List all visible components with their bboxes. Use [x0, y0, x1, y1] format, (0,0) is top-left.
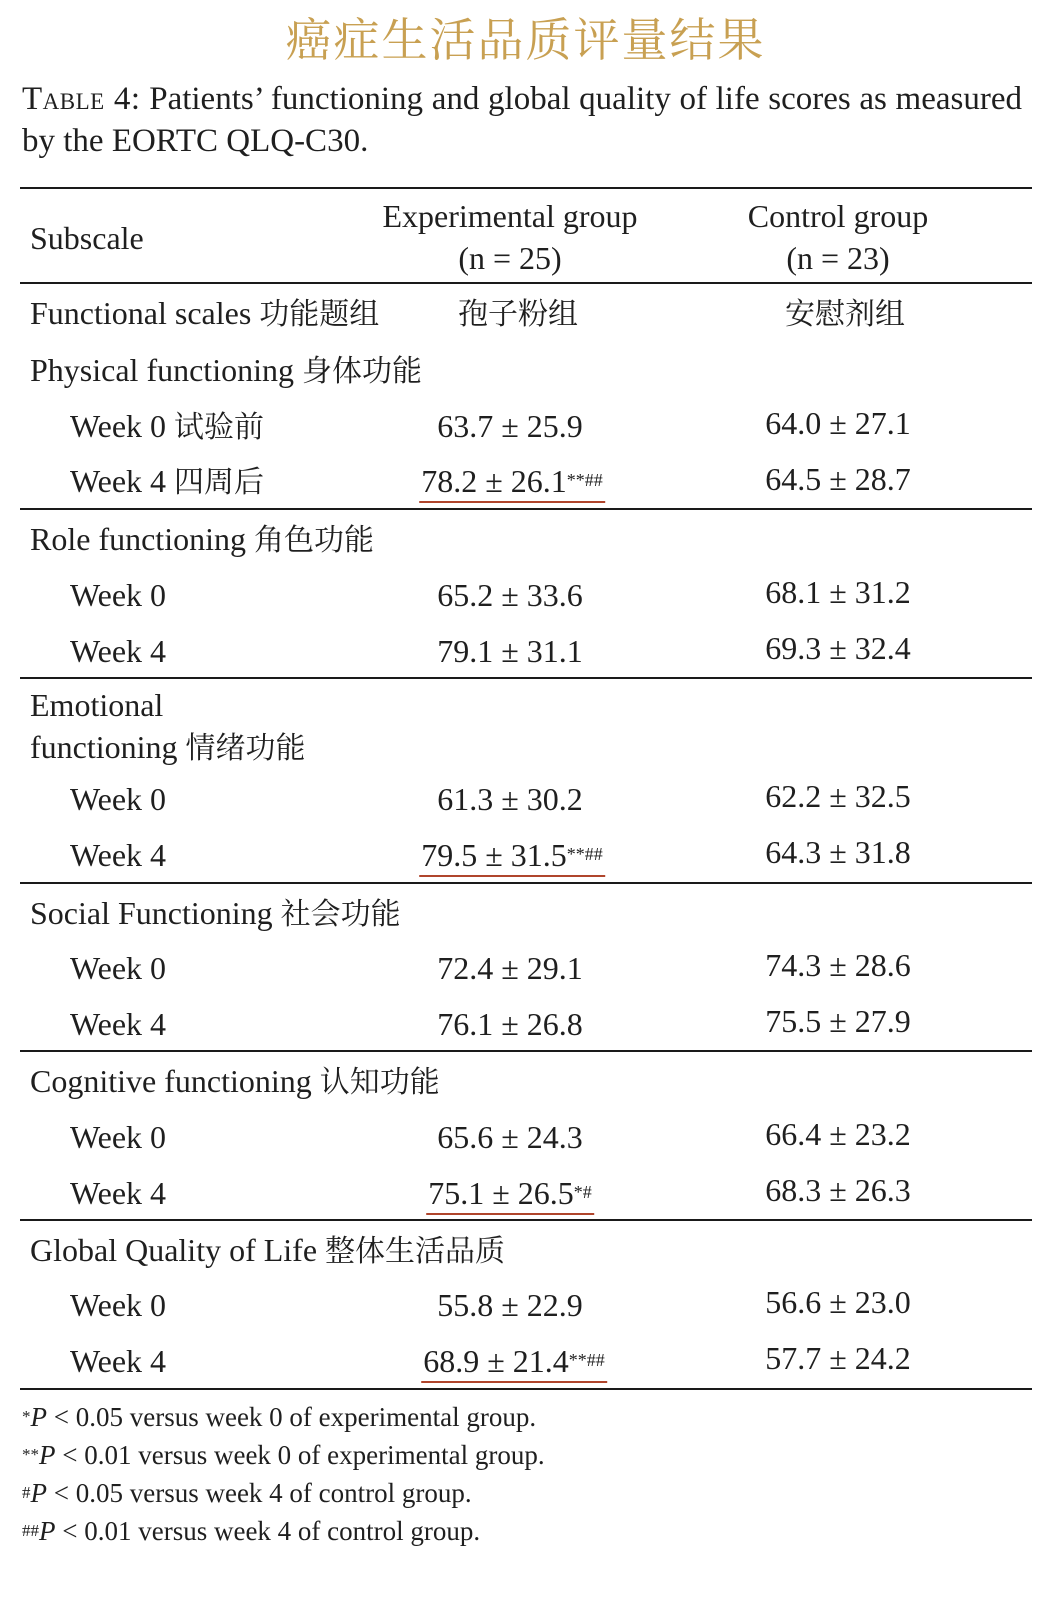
- significance-mark: **##: [566, 470, 603, 490]
- section-divider: [20, 677, 1032, 679]
- control-group-cn: 安慰剂组: [785, 297, 905, 332]
- footnote-p: P: [39, 1516, 56, 1546]
- footnote-text: < 0.05 versus week 4 of control group.: [47, 1478, 472, 1508]
- footnote-text: < 0.01 versus week 0 of experimental group.: [55, 1440, 545, 1470]
- experimental-group-cn: 孢子粉组: [458, 297, 578, 332]
- column-header-subscale: Subscale: [30, 220, 144, 256]
- footnote-p: P: [39, 1440, 56, 1470]
- cell-value: 63.7 ± 25.9: [437, 408, 583, 444]
- cell-value: 75.1 ± 26.5: [428, 1175, 574, 1211]
- section-title-role: [30, 519, 374, 561]
- cell-experimental: [419, 835, 605, 875]
- cell-experimental: [426, 1173, 594, 1213]
- footnote: [22, 1438, 545, 1472]
- cell-experimental: 65.6 ± 24.3: [437, 1119, 583, 1155]
- section-divider: [20, 1050, 1032, 1052]
- cell-control: 64.5 ± 28.7: [765, 461, 911, 497]
- section-title-cn: 认知功能: [319, 1065, 440, 1100]
- row-label: Week 0: [70, 950, 167, 986]
- row-label-week: Week 0: [70, 408, 167, 444]
- section-title-en: Global Quality of Life: [30, 1232, 318, 1268]
- row-label: Week 0: [70, 1287, 167, 1323]
- cell-control: 68.1 ± 31.2: [765, 574, 911, 610]
- significance-mark: **##: [566, 844, 603, 864]
- functional-scales-label: [30, 293, 379, 335]
- cell-control: 68.3 ± 26.3: [765, 1172, 911, 1208]
- section-title-emotional-line1: Emotional: [30, 687, 164, 723]
- cell-experimental: [437, 406, 583, 446]
- section-title-en: functioning: [30, 729, 178, 765]
- row-label: Week 0: [70, 577, 167, 613]
- cell-control: 64.0 ± 27.1: [765, 405, 911, 441]
- footnote-mark: #: [22, 1483, 31, 1502]
- table-caption-label: Table 4:: [22, 81, 141, 117]
- page-heading-chinese: 癌症生活品质评量结果: [285, 13, 766, 67]
- column-header-experimental: Experimental group: [382, 198, 638, 234]
- footnote-mark: ##: [22, 1521, 39, 1540]
- section-title-cn: 角色功能: [253, 523, 374, 558]
- row-label: Week 0: [70, 1119, 167, 1155]
- section-title-physical: [30, 350, 422, 392]
- functional-scales-cn: 功能题组: [259, 297, 380, 332]
- section-title-global: [30, 1230, 505, 1272]
- significant-value-underline: [419, 837, 605, 877]
- cell-control: 64.3 ± 31.8: [765, 834, 911, 870]
- section-title-en: Social Functioning: [30, 895, 273, 931]
- column-header-experimental-n: (n = 25): [458, 240, 562, 276]
- section-title-cn: 整体生活品质: [325, 1234, 506, 1269]
- row-label: Week 4: [70, 837, 167, 873]
- functional-scales-en: Functional scales: [30, 295, 252, 331]
- footnote-mark: *: [22, 1407, 31, 1426]
- row-label: [70, 461, 264, 503]
- row-label: Week 4: [70, 633, 167, 669]
- section-title-cn: 身体功能: [301, 354, 422, 389]
- row-label: Week 4: [70, 1343, 167, 1379]
- cell-experimental: 61.3 ± 30.2: [437, 781, 583, 817]
- table-header-rule: [20, 282, 1032, 284]
- cell-experimental: [419, 461, 605, 501]
- table-bottom-rule: [20, 1388, 1032, 1390]
- cell-control: 66.4 ± 23.2: [765, 1116, 911, 1152]
- cell-control: 75.5 ± 27.9: [765, 1003, 911, 1039]
- cell-control: 56.6 ± 23.0: [765, 1284, 911, 1320]
- cell-control: 69.3 ± 32.4: [765, 630, 911, 666]
- section-title-cn: 社会功能: [280, 897, 401, 932]
- cell-experimental: 55.8 ± 22.9: [437, 1287, 583, 1323]
- significant-value-underline: [426, 1175, 594, 1215]
- section-title-social: [30, 893, 401, 935]
- section-title-emotional: [30, 727, 306, 769]
- section-divider: [20, 1219, 1032, 1221]
- section-divider: [20, 882, 1032, 884]
- table-top-rule: [20, 187, 1032, 189]
- section-title-en: Physical functioning: [30, 352, 294, 388]
- section-title-en: Role functioning: [30, 521, 246, 557]
- footnote-text: < 0.05 versus week 0 of experimental group.: [47, 1402, 537, 1432]
- row-label-cn: 试验前: [174, 410, 265, 445]
- footnote-text: < 0.01 versus week 4 of control group.: [55, 1516, 481, 1546]
- cell-value: 78.2 ± 26.1: [421, 463, 567, 499]
- section-title-cognitive: [30, 1061, 440, 1103]
- significance-mark: **##: [568, 1350, 605, 1370]
- footnote: [22, 1514, 480, 1548]
- cell-value: 79.5 ± 31.5: [421, 837, 567, 873]
- row-label-cn: 四周后: [174, 465, 265, 500]
- row-label: Week 4: [70, 1006, 167, 1042]
- cell-value: 68.9 ± 21.4: [423, 1343, 569, 1379]
- cell-control: 74.3 ± 28.6: [765, 947, 911, 983]
- section-title-en: Cognitive functioning: [30, 1063, 312, 1099]
- cell-experimental: 79.1 ± 31.1: [437, 633, 583, 669]
- significant-value-underline: [421, 1343, 607, 1383]
- footnote-mark: **: [22, 1445, 39, 1464]
- cell-experimental: [421, 1341, 607, 1381]
- cell-experimental: 65.2 ± 33.6: [437, 577, 583, 613]
- footnote-p: P: [30, 1402, 47, 1432]
- cell-control: 57.7 ± 24.2: [765, 1340, 911, 1376]
- cell-control: 62.2 ± 32.5: [765, 778, 911, 814]
- row-label: Week 0: [70, 781, 167, 817]
- cell-experimental: 72.4 ± 29.1: [437, 950, 583, 986]
- footnote: [22, 1476, 472, 1510]
- significant-value-underline: [419, 463, 605, 503]
- table-caption: [22, 78, 1022, 162]
- row-label: [70, 406, 264, 448]
- column-header-control-n: (n = 23): [786, 240, 890, 276]
- row-label-week: Week 4: [70, 463, 167, 499]
- section-title-cn: 情绪功能: [185, 731, 306, 766]
- significance-mark: *#: [573, 1182, 592, 1202]
- column-header-control: Control group: [747, 198, 929, 234]
- footnote-p: P: [30, 1478, 47, 1508]
- row-label: Week 4: [70, 1175, 167, 1211]
- footnote: [22, 1400, 536, 1434]
- cell-experimental: 76.1 ± 26.8: [437, 1006, 583, 1042]
- table-caption-text: Patients’ functioning and global quality of life scores as measured by the EORTC QLQ-C30.: [22, 81, 1022, 159]
- section-divider: [20, 508, 1032, 510]
